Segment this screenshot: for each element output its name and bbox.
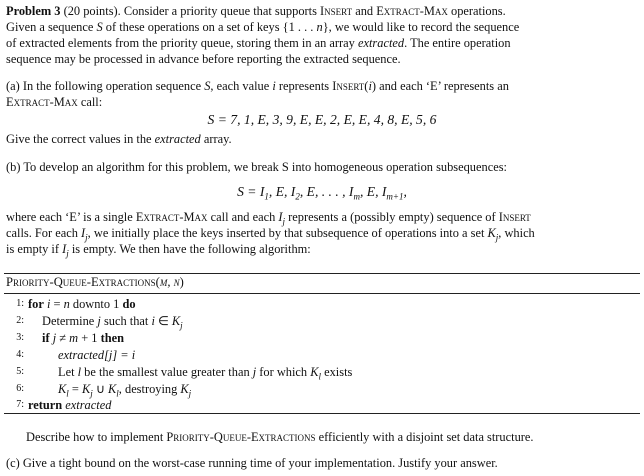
algorithm-bottom-rule bbox=[4, 413, 640, 414]
line-number: 6: bbox=[16, 383, 24, 394]
part-b-desc-line-3: is empty if $I_j$ is empty. We then have the following algorithm: bbox=[6, 242, 311, 259]
problem-intro-line-1: Problem 3 (20 points). Consider a priority queue that supports Insert and Extract-Max operations. bbox=[6, 4, 506, 18]
part-a-question: Give the correct values in the extracted array. bbox=[6, 132, 232, 146]
part-b-desc-line-2: calls. For each $I_j$, we initially place the keys inserted by that subsequence of operations into a set $K_j$, which bbox=[6, 226, 535, 243]
part-c-question: (c) Give a tight bound on the worst-case running time of your implementation. Justify your answer. bbox=[6, 456, 498, 470]
algorithm-header-rule bbox=[4, 293, 640, 294]
line-number: 4: bbox=[16, 349, 24, 360]
part-b-desc-line-1: where each ‘E’ is a single Extract-Max call and each $I_j$ represents a (possibly empty) sequence of Insert bbox=[6, 210, 531, 227]
algorithm-line-3: 3: if j ≠ m + 1 then bbox=[0, 330, 640, 346]
problem-intro-line-3: of extracted elements from the priority queue, storing them in an array extracted. The entire operation bbox=[6, 36, 511, 50]
part-a-line-2: Extract-Max call: bbox=[6, 95, 103, 109]
describe-instruction: Describe how to implement Priority-Queue-Extractions efficiently with a disjoint set data structure. bbox=[26, 430, 534, 444]
line-number: 3: bbox=[16, 332, 24, 343]
algorithm-line-1: 1: for i = n downto 1 do bbox=[0, 296, 640, 312]
problem-intro-line-4: sequence may be processed in advance before reporting the extracted sequence. bbox=[6, 52, 401, 66]
part-a-sequence: S = 7, 1, E, 3, 9, E, E, 2, E, E, 4, 8, E, 5, 6 bbox=[207, 112, 437, 127]
algorithm-line-2: 2: Determine j such that i ∈ $K_j$ bbox=[0, 313, 640, 329]
algorithm-title: Priority-Queue-Extractions(m, n) bbox=[6, 275, 184, 289]
algorithm-line-6: 6: $K_l = K_j$ ∪ $K_l$, destroying $K_j$ bbox=[0, 381, 640, 397]
problem-intro-line-2: Given a sequence S of these operations on a set of keys {1 . . . n}, we would like to record the sequence bbox=[6, 20, 520, 34]
problem-heading: Problem 3 bbox=[6, 4, 61, 18]
algorithm-top-rule bbox=[4, 273, 640, 274]
line-number: 2: bbox=[16, 315, 24, 326]
part-b-formula: $S = I_1$, E, $I_2$, E, . . . , $I_m$, E, $I_{m+1}$, bbox=[237, 184, 407, 202]
algorithm-line-5: 5: Let l be the smallest value greater than j for which $K_l$ exists bbox=[0, 364, 640, 380]
line-number: 7: bbox=[16, 399, 24, 410]
part-a-line-1: (a) In the following operation sequence S, each value i represents Insert(i) and each ‘E’ represents an bbox=[6, 79, 509, 93]
line-number: 5: bbox=[16, 366, 24, 377]
algorithm-line-7: 7: return extracted bbox=[0, 397, 640, 413]
part-b-line-1: (b) To develop an algorithm for this problem, we break S into homogeneous operation subsequences: bbox=[6, 160, 507, 174]
algorithm-line-4: 4: extracted[j] = i bbox=[0, 347, 640, 363]
line-number: 1: bbox=[16, 298, 24, 309]
problem-points: (20 points). bbox=[63, 4, 121, 18]
